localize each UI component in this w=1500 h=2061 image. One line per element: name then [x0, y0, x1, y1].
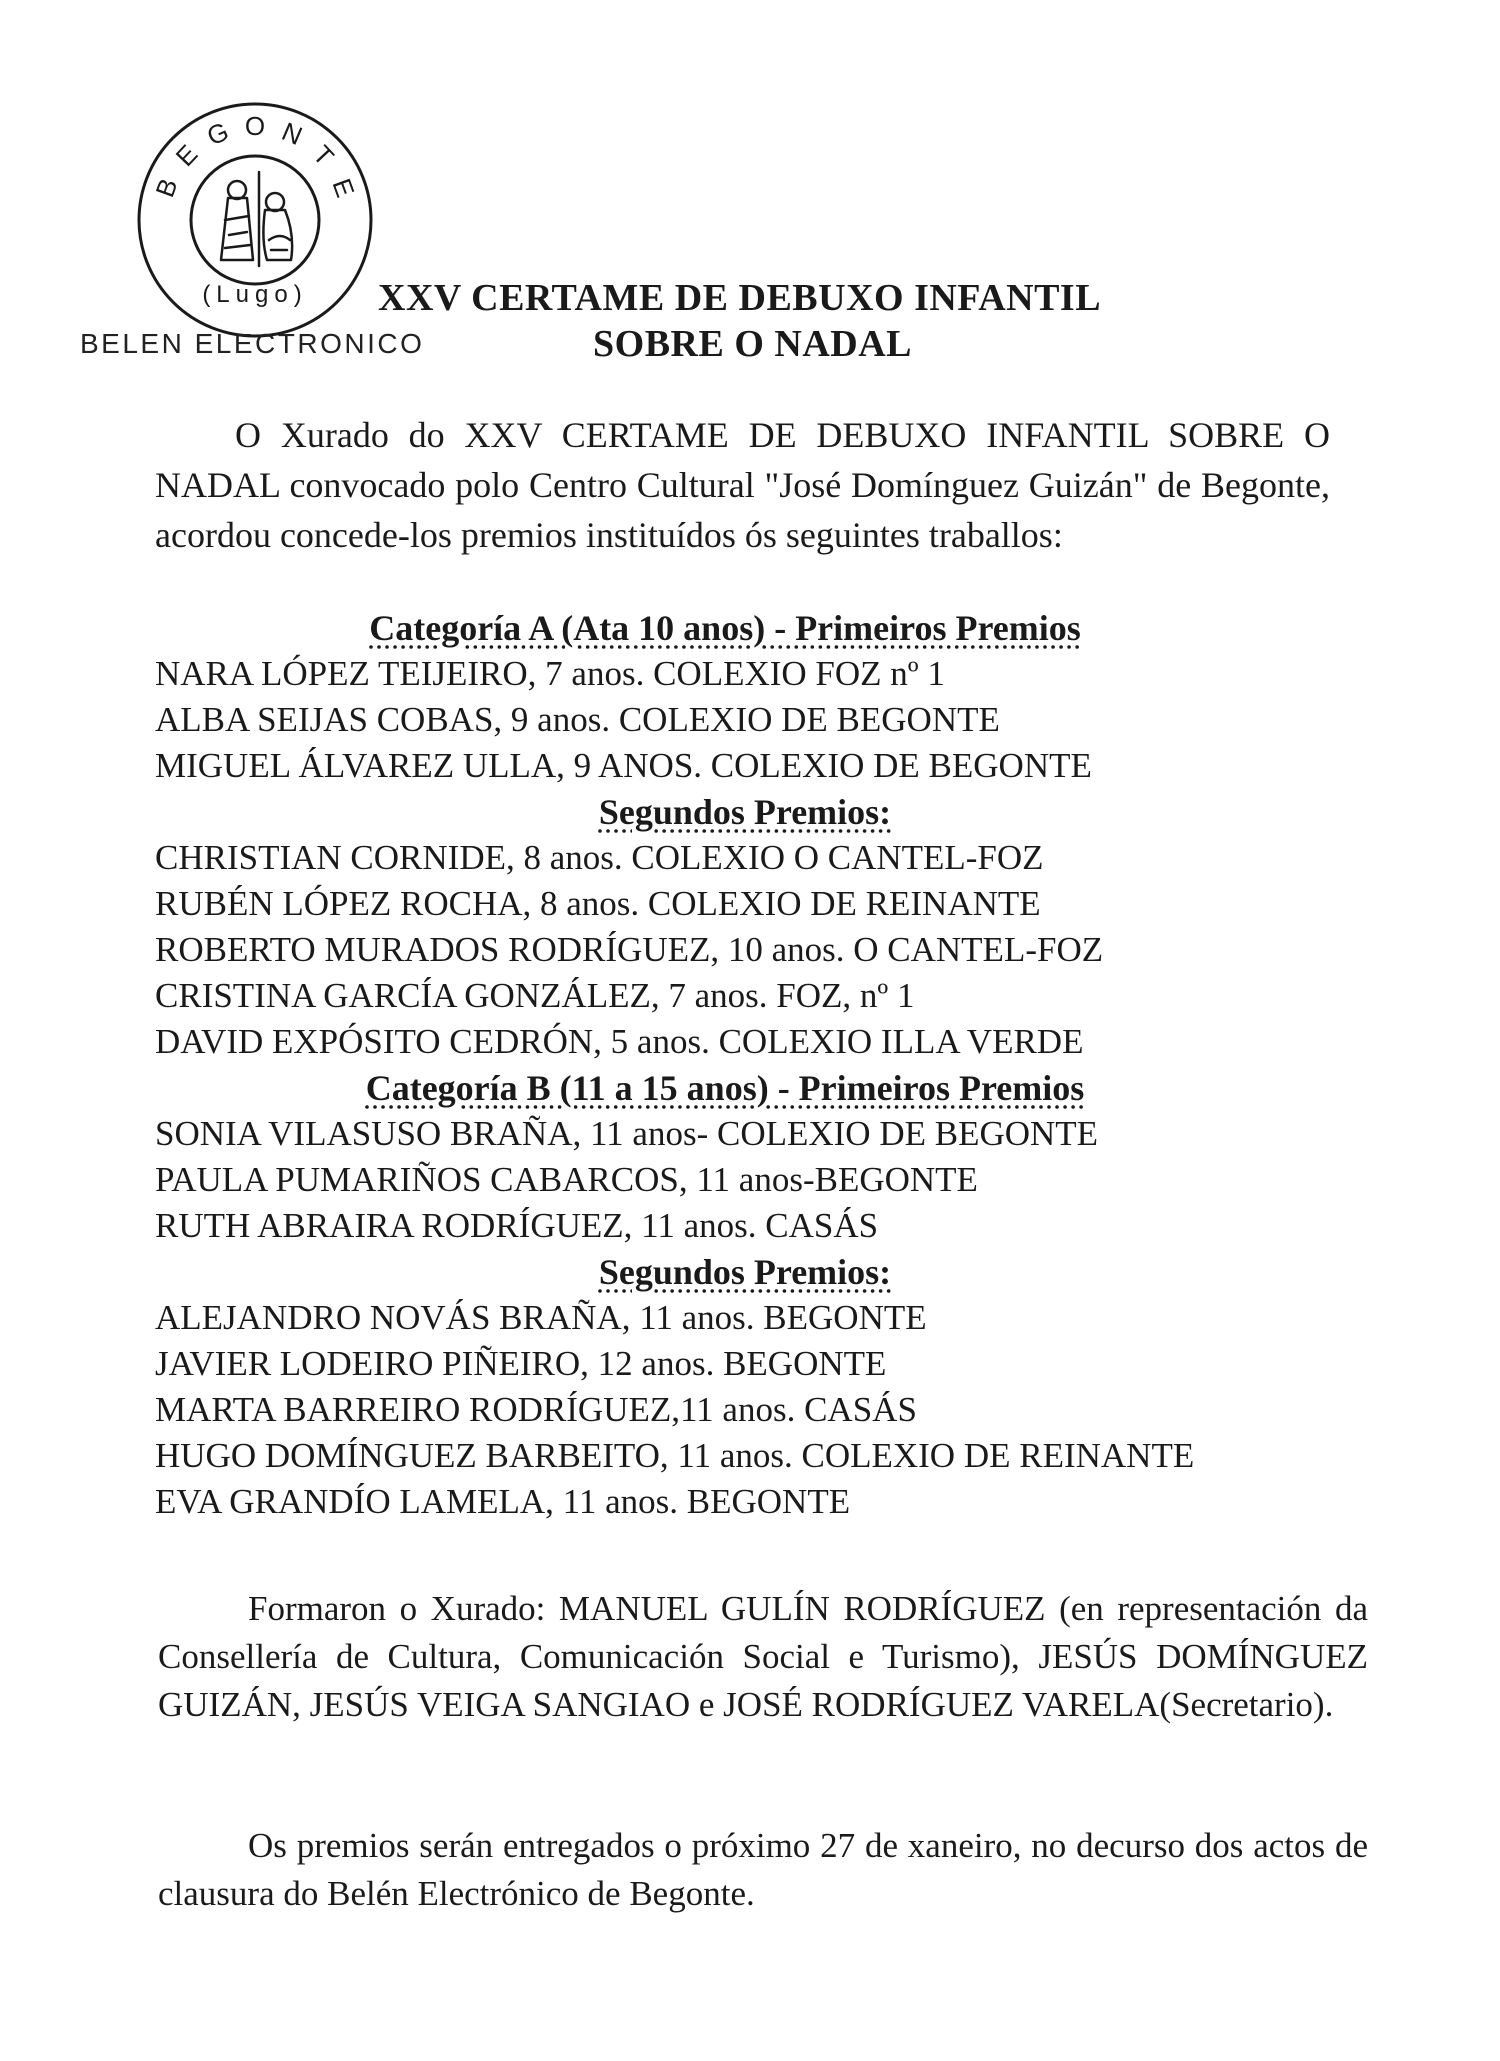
category-a-second-prize: CHRISTIAN CORNIDE, 8 anos. COLEXIO O CANTEL-FOZ — [155, 838, 1044, 877]
category-a-first-prize: NARA LÓPEZ TEIJEIRO, 7 anos. COLEXIO FOZ nº 1 — [155, 654, 945, 693]
category-b-first-prize: SONIA VILASUSO BRAÑA, 11 anos- COLEXIO DE BEGONTE — [155, 1114, 1099, 1153]
seal-arc-letter: N — [277, 116, 307, 152]
seal-arc-letter: T — [307, 139, 340, 172]
category-b-second-heading: Segundos Premios: — [598, 1252, 892, 1292]
intro-paragraph — [155, 410, 1330, 560]
category-a-heading: Categoría A (Ata 10 anos) - Primeiros Premios — [369, 608, 1081, 648]
category-b-first-prize: RUTH ABRAIRA RODRÍGUEZ, 11 anos. CASÁS — [155, 1206, 879, 1245]
category-a-first-prize: ALBA SEIJAS COBAS, 9 anos. COLEXIO DE BEGONTE — [155, 700, 1000, 739]
category-a-second-prize: RUBÉN LÓPEZ ROCHA, 8 anos. COLEXIO DE REINANTE — [155, 884, 1041, 923]
category-a-first-prize: MIGUEL ÁLVAREZ ULLA, 9 ANOS. COLEXIO DE BEGONTE — [155, 746, 1092, 785]
jury-text: Formaron o Xurado: MANUEL GULÍN RODRÍGUEZ (en representación da Consellería de Cultura, Comunicación Social e Turismo), JESÚS DOMÍNGUEZ GUIZÁN, JESÚS VEIGA SANGIAO e JOSÉ RODRÍGUEZ VARELA(Secretario). — [158, 1589, 1368, 1724]
category-a-second-prize: ROBERTO MURADOS RODRÍGUEZ, 10 anos. O CANTEL-FOZ — [155, 930, 1104, 969]
category-b-first-prize: PAULA PUMARIÑOS CABARCOS, 11 anos-BEGONTE — [155, 1160, 978, 1199]
closing-paragraph — [158, 1822, 1368, 1918]
seal-arc-letter: B — [149, 174, 184, 202]
category-b-second-prize: ALEJANDRO NOVÁS BRAÑA, 11 anos. BEGONTE — [155, 1298, 927, 1337]
seal-caption: BELEN ELECTRONICO — [80, 328, 425, 359]
category-b-second-prize: EVA GRANDÍO LAMELA, 11 anos. BEGONTE — [155, 1482, 851, 1521]
jury-paragraph — [158, 1585, 1368, 1729]
category-b-second-prize: JAVIER LODEIRO PIÑEIRO, 12 anos. BEGONTE — [155, 1344, 887, 1383]
prize-list — [155, 605, 1355, 1525]
nativity-seal-icon — [125, 90, 385, 350]
document-title: XXV CERTAME DE DEBUXO INFANTIL — [378, 277, 1102, 319]
seal-arc-letter: E — [169, 138, 204, 173]
category-a-second-heading: Segundos Premios: — [598, 792, 892, 832]
document-subtitle: SOBRE O NADAL — [593, 323, 912, 365]
category-a-second-prize: DAVID EXPÓSITO CEDRÓN, 5 anos. COLEXIO ILLA VERDE — [155, 1022, 1084, 1061]
seal-location-text: (Lugo) — [202, 281, 308, 308]
seal-arc-letter: G — [202, 115, 233, 152]
seal-arc-letter: O — [244, 110, 266, 141]
category-b-heading: Categoría B (11 a 15 anos) - Primeiros Premios — [365, 1068, 1085, 1108]
seal-arc-letter: E — [326, 174, 361, 202]
closing-text: Os premios serán entregados o próximo 27 de xaneiro, no decurso dos actos de clausura do Belén Electrónico de Begonte. — [158, 1826, 1368, 1913]
category-a-second-prize: CRISTINA GARCÍA GONZÁLEZ, 7 anos. FOZ, nº 1 — [155, 976, 915, 1015]
category-b-second-prize: HUGO DOMÍNGUEZ BARBEITO, 11 anos. COLEXIO DE REINANTE — [155, 1436, 1195, 1475]
begonte-seal-logo — [125, 90, 385, 350]
category-b-second-prize: MARTA BARREIRO RODRÍGUEZ,11 anos. CASÁS — [155, 1390, 917, 1429]
intro-text: O Xurado do XXV CERTAME DE DEBUXO INFANTIL SOBRE O NADAL convocado polo Centro Cultural "José Domínguez Guizán" de Begonte, acordou concede-los premios instituídos ós seguintes traballos: — [155, 415, 1330, 555]
